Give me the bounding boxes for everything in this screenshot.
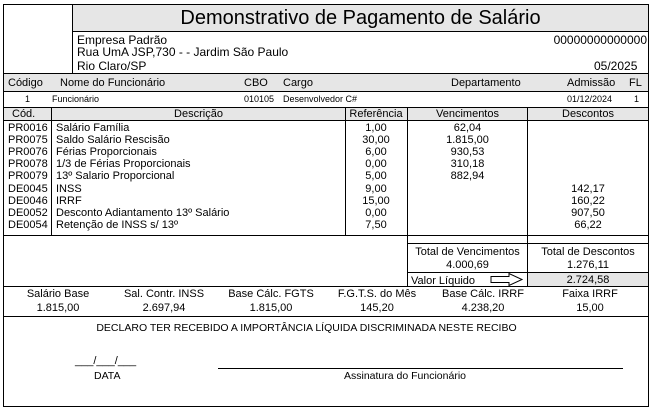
col-descricao: Descrição [174,108,223,120]
col-vencimentos: Vencimentos [436,108,499,120]
signature-line [218,368,623,369]
item-descontos: 142,17 [571,183,605,195]
base-value: 2.697,94 [142,302,186,314]
declaration-text: DECLARO TER RECEBIDO A IMPORTÂNCIA LÍQUIDA DISCRIMINADA NESTE RECIBO [96,322,517,334]
item-cod: DE0045 [8,183,48,195]
base-value: 4.238,20 [461,302,505,314]
item-cod: DE0046 [8,195,48,207]
employee-cargo: Desenvolvedor C# [283,94,358,104]
item-descricao: 13º Salario Proporcional [56,170,175,182]
divider-totals-inner [407,243,648,244]
item-descricao: Saldo Salário Rescisão [56,134,170,146]
item-vencimentos: 882,94 [450,170,485,182]
base-label: Salário Base [26,288,90,300]
base-value: 15,00 [576,302,604,314]
signature-label: Assinatura do Funcionário [344,370,466,382]
item-descricao: IRRF [56,195,82,207]
label-cargo: Cargo [283,77,313,89]
item-cod: PR0079 [8,170,48,182]
item-cod: PR0075 [8,134,48,146]
base-value: 1.815,00 [36,302,80,314]
item-referencia: 0,00 [365,207,387,219]
divider-bases-end [4,316,648,317]
item-vencimentos: 1.815,00 [446,134,489,146]
divider-totals-end [4,286,648,287]
total-descontos-label: Total de Descontos [541,246,635,258]
base-label: F.G.T.S. do Mês [337,288,417,300]
item-cod: DE0054 [8,219,48,231]
base-label: Sal. Contr. INSS [123,288,205,300]
company-name: Empresa Padrão [77,33,168,47]
base-value: 145,20 [360,302,394,314]
item-vencimentos: 62,04 [453,122,482,134]
base-label: Base Cálc. FGTS [228,288,314,300]
page-title: Demonstrativo de Pagamento de Salário [180,7,541,29]
item-vencimentos: 930,53 [450,146,485,158]
item-cod: DE0052 [8,207,48,219]
base-label: Base Cálc. IRRF [442,288,524,300]
item-referencia: 6,00 [365,146,387,158]
col-referencia: Referência [349,108,403,120]
label-departamento: Departamento [451,77,521,89]
item-descricao: Salário Família [56,122,130,134]
label-codigo: Código [8,77,43,89]
item-cod: PR0076 [8,146,48,158]
date-label: DATA [94,370,121,382]
liquido-value: 2.724,58 [566,274,610,286]
item-cod: PR0078 [8,158,48,170]
employee-admissao: 01/12/2024 [567,94,613,104]
company-code: 00000000000000 [553,33,647,47]
company-city: Rio Claro/SP [77,59,147,73]
employee-codigo: 1 [25,94,31,104]
col-line-cod [51,108,52,235]
logo-area [4,5,73,73]
base-value: 1.815,00 [249,302,293,314]
item-descricao: Desconto Adiantamento 13º Salário [56,207,230,219]
divider-employee-header [4,91,648,92]
employee-fl: 1 [634,94,640,104]
item-referencia: 0,00 [365,158,387,170]
item-descricao: Retenção de INSS s/ 13º [56,219,179,231]
employee-nome: Funcionário [52,94,100,104]
item-descricao: 1/3 de Férias Proporcionais [56,158,191,170]
employee-cbo: 010105 [244,94,275,104]
divider-items-end [4,235,648,236]
item-vencimentos: 310,18 [450,158,485,170]
label-fl: FL [629,77,642,89]
divider-items-header [4,120,648,121]
total-vencimentos-label: Total de Vencimentos [415,246,520,258]
item-descricao: Férias Proporcionais [56,146,157,158]
liquido-label: Valor Líquido [411,275,476,287]
item-referencia: 15,00 [362,195,390,207]
item-descontos: 907,50 [571,207,605,219]
total-vencimentos-value: 4.000,69 [446,259,489,271]
arrow-right-icon [489,272,525,287]
col-cod: Cód. [12,108,36,120]
date-blank: ___/___/___ [75,355,137,367]
item-referencia: 5,00 [365,170,387,182]
item-referencia: 9,00 [365,183,387,195]
item-referencia: 1,00 [365,122,387,134]
label-admissao: Admissão [567,77,616,89]
pay-period: 05/2025 [594,59,638,73]
label-nome: Nome do Funcionário [60,77,166,89]
company-address: Rua UmA JSP,730 - - Jardim São Paulo [77,45,289,59]
item-descontos: 160,22 [571,195,605,207]
item-referencia: 30,00 [362,134,390,146]
label-cbo: CBO [244,77,268,89]
item-descontos: 66,22 [574,219,602,231]
item-cod: PR0016 [8,122,48,134]
base-label: Faixa IRRF [562,288,618,300]
total-descontos-value: 1.276,11 [566,259,609,271]
item-referencia: 7,50 [365,219,387,231]
item-descricao: INSS [56,183,82,195]
col-descontos: Descontos [562,108,614,120]
